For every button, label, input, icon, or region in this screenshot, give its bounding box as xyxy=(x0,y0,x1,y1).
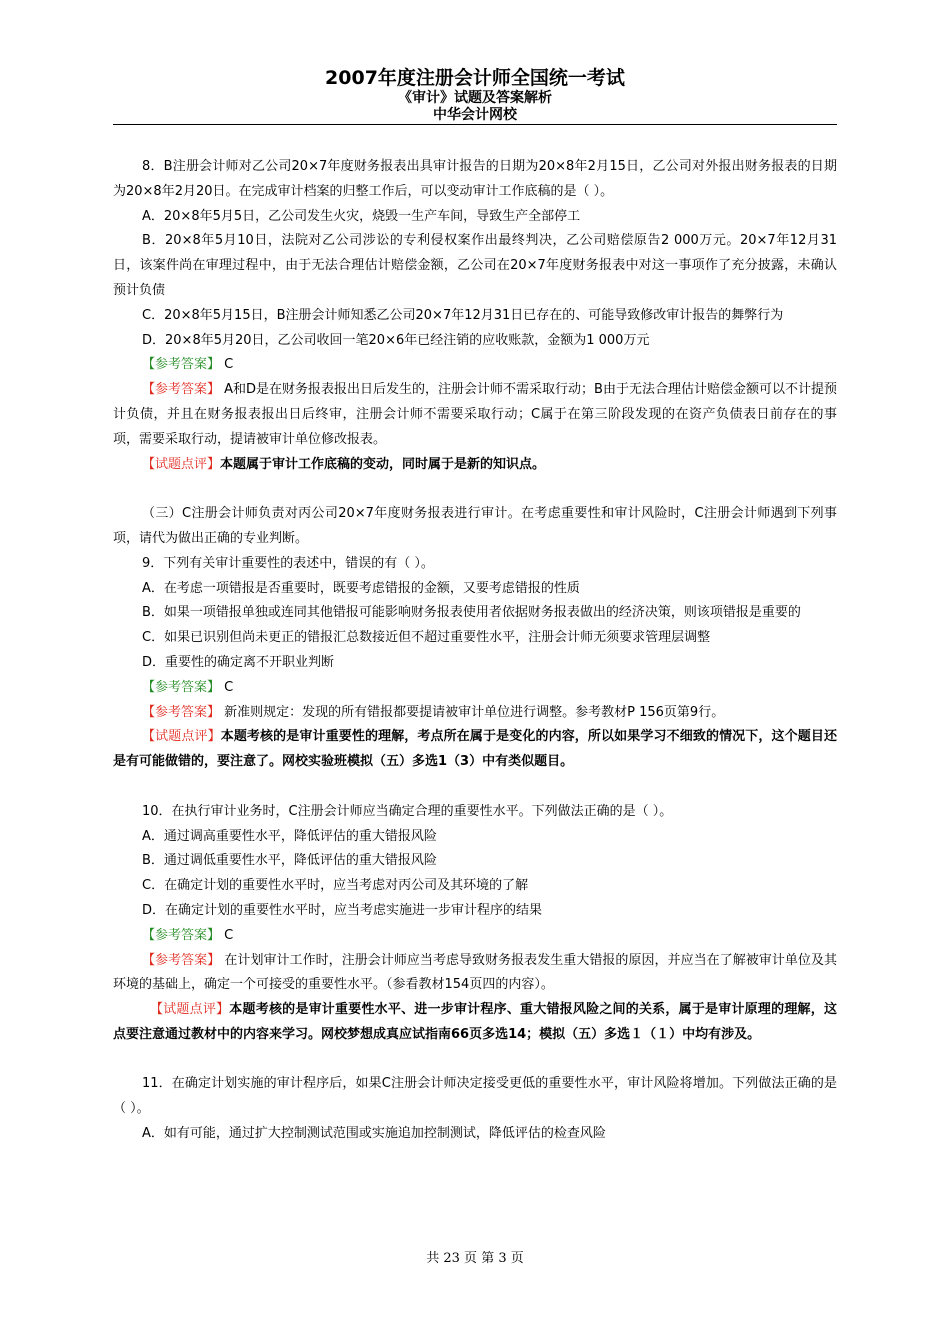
question-9-option-c: C．如果已识别但尚未更正的错报汇总数接近但不超过重要性水平，注册会计师无须要求管理层调整 xyxy=(142,630,711,646)
question-10-option-a: A．通过调高重要性水平，降低评估的重大错报风险 xyxy=(142,828,437,844)
answer-value: C xyxy=(220,679,234,695)
question-11-option-a: A．如有可能，通过扩大控制测试范围或实施追加控制测试，降低评估的检查风险 xyxy=(142,1126,606,1142)
section-3-intro: （三）C注册会计师负责对丙公司20×7年度财务报表进行审计。在考虑重要性和审计风险时，C注册会计师遇到下列事项，请代为做出正确的专业判断。 xyxy=(113,506,837,546)
answer-label: 【参考答案】 xyxy=(142,927,221,943)
comment-label: 【试题点评】 xyxy=(142,456,221,472)
comment-text: 本题考核的是审计重要性的理解，考点所在属于是变化的内容，所以如果学习不细致的情况下，这个题目还是有可能做错的，要注意了。网校实验班模拟（五）多选1（3）中有类似题目。 xyxy=(113,729,837,770)
page-header xyxy=(113,66,837,124)
analysis-text: A和D是在财务报表报出日后发生的，注册会计师不需采取行动；B由于无法合理估计赔偿金额可以不计提预计负债，并且在财务报表报出日后终审，注册会计师不需要采取行动；C属于在第三阶段发现的在资产负债表日前存在的事项，需要采取行动，提请被审计单位修改报表。 xyxy=(113,382,837,447)
answer-label: 【参考答案】 xyxy=(142,357,221,373)
question-8-option-b: B．20×8年5月10日，法院对乙公司涉讼的专利侵权案作出最终判决，乙公司赔偿原告2 000万元。20×7年12月31日，该案件尚在审理过程中，由于无法合理估计赔偿金额，乙公司在20×7年度财务报表中对这一事项作了充分披露，未确认预计负债 xyxy=(113,233,837,298)
school-name: 中华会计网校 xyxy=(433,107,517,123)
analysis-text: 在计划审计工作时，注册会计师应当考虑导致财务报表发生重大错报的原因，并应当在了解被审计单位及其环境的基础上，确定一个可接受的重要性水平。（参看教材154页四的内容）。 xyxy=(113,952,837,993)
comment-label: 【试题点评】 xyxy=(150,1002,230,1018)
question-10-option-d: D．在确定计划的重要性水平时，应当考虑实施进一步审计程序的结果 xyxy=(142,902,543,918)
analysis-text: 新准则规定：发现的所有错报都要提请被审计单位进行调整。参考教材P 156页第9行。 xyxy=(220,704,725,720)
question-8-analysis xyxy=(113,378,837,452)
question-9-option-b: B．如果一项错报单独或连同其他错报可能影响财务报表使用者依据财务报表做出的经济决策，则该项错报是重要的 xyxy=(142,605,801,621)
question-10-stem: 10．在执行审计业务时，C注册会计师应当确定合理的重要性水平。下列做法正确的是（ ）。 xyxy=(142,803,673,819)
question-9-stem: 9．下列有关审计重要性的表述中，错误的有（ ）。 xyxy=(142,555,434,571)
question-10-comment xyxy=(113,998,837,1048)
header-divider xyxy=(113,124,837,125)
document-body xyxy=(113,155,837,1147)
comment-text: 本题考核的是审计重要性水平、进一步审计程序、重大错报风险之间的关系，属于是审计原理的理解，这点要注意通过教材中的内容来学习。网校梦想成真应试指南66页多选14；模拟（五）多选１（１）中均有涉及。 xyxy=(113,1002,837,1042)
question-9-option-d: D．重要性的确定离不开职业判断 xyxy=(142,654,335,670)
question-9-option-a: A．在考虑一项错报是否重要时，既要考虑错报的金额，又要考虑错报的性质 xyxy=(142,580,580,596)
analysis-label: 【参考答案】 xyxy=(142,952,221,968)
exam-title: 2007年度注册会计师全国统一考试 xyxy=(325,67,625,89)
analysis-label: 【参考答案】 xyxy=(142,704,221,720)
answer-value: C xyxy=(220,357,234,373)
answer-value: C xyxy=(220,927,234,943)
comment-text: 本题属于审计工作底稿的变动，同时属于是新的知识点。 xyxy=(220,456,546,472)
question-9-analysis xyxy=(113,701,837,726)
question-10-analysis xyxy=(113,949,837,999)
question-8-answer xyxy=(113,353,837,378)
question-9-comment xyxy=(113,725,837,775)
comment-label: 【试题点评】 xyxy=(142,729,221,745)
question-11-stem: 11．在确定计划实施的审计程序后，如果C注册会计师决定接受更低的重要性水平，审计风险将增加。下列做法正确的是（ ）。 xyxy=(113,1076,837,1117)
question-8-option-d: D．20×8年5月20日，乙公司收回一笔20×6年已经注销的应收账款，金额为1 000万元 xyxy=(142,332,650,348)
analysis-label: 【参考答案】 xyxy=(142,382,221,398)
question-10-option-c: C．在确定计划的重要性水平时，应当考虑对丙公司及其环境的了解 xyxy=(142,878,529,894)
question-8-stem: 8．B注册会计师对乙公司20×7年度财务报表出具审计报告的日期为20×8年2月15日，乙公司对外报出财务报表的日期为20×8年2月20日。在完成审计档案的归整工作后，可以变动审计工作底稿的是（ ）。 xyxy=(113,159,837,199)
page-footer: 共 23 页 第 3 页 xyxy=(426,1251,524,1266)
question-10-option-b: B．通过调低重要性水平，降低评估的重大错报风险 xyxy=(142,853,437,869)
question-8-option-a: A．20×8年5月5日，乙公司发生火灾，烧毁一生产车间，导致生产全部停工 xyxy=(142,208,581,224)
question-9-answer xyxy=(113,676,837,701)
question-8-option-c: C．20×8年5月15日，B注册会计师知悉乙公司20×7年12月31日已存在的、可能导致修改审计报告的舞弊行为 xyxy=(142,307,784,323)
question-10-answer xyxy=(113,924,837,949)
question-8-comment xyxy=(113,453,837,478)
answer-label: 【参考答案】 xyxy=(142,679,221,695)
exam-subtitle: 《审计》试题及答案解析 xyxy=(398,90,552,106)
